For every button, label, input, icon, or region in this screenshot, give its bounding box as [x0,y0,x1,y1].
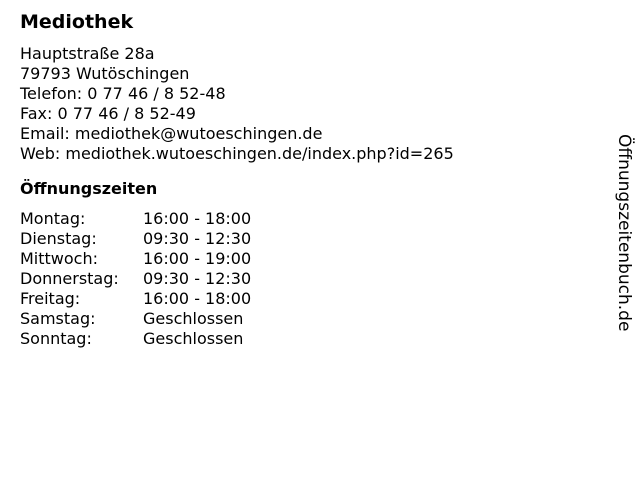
hours-row-wednesday [20,249,600,269]
day-label: Donnerstag: [20,269,119,288]
hours-row-tuesday [20,229,600,249]
time-value: 09:30 - 12:30 [143,229,252,248]
day-label: Sonntag: [20,329,92,348]
phone-number: Telefon: 0 77 46 / 8 52-48 [20,84,226,103]
hours-row-thursday [20,269,600,289]
time-value: 09:30 - 12:30 [143,269,252,288]
day-label: Dienstag: [20,229,97,248]
day-label: Montag: [20,209,86,228]
time-value: Geschlossen [143,329,244,348]
hours-row-monday [20,209,600,229]
postal-city: 79793 Wutöschingen [20,64,190,83]
website-url: Web: mediothek.wutoeschingen.de/index.php?id=265 [20,144,454,163]
page-title: Mediothek [20,11,134,33]
time-value: Geschlossen [143,309,244,328]
day-label: Samstag: [20,309,96,328]
time-value: 16:00 - 18:00 [143,209,252,228]
street-address: Hauptstraße 28a [20,44,155,63]
brand-watermark: Öffnungszeitenbuch.de [614,134,634,332]
time-value: 16:00 - 19:00 [143,249,252,268]
time-value: 16:00 - 18:00 [143,289,252,308]
email-address: Email: mediothek@wutoeschingen.de [20,124,323,143]
day-label: Freitag: [20,289,81,308]
address-block [20,44,600,164]
fax-number: Fax: 0 77 46 / 8 52-49 [20,104,196,123]
opening-hours-heading: Öffnungszeiten [20,179,158,198]
hours-row-saturday [20,309,600,329]
opening-hours-table [20,209,600,349]
opening-hours-card [20,10,600,349]
hours-row-sunday [20,329,600,349]
hours-row-friday [20,289,600,309]
day-label: Mittwoch: [20,249,98,268]
